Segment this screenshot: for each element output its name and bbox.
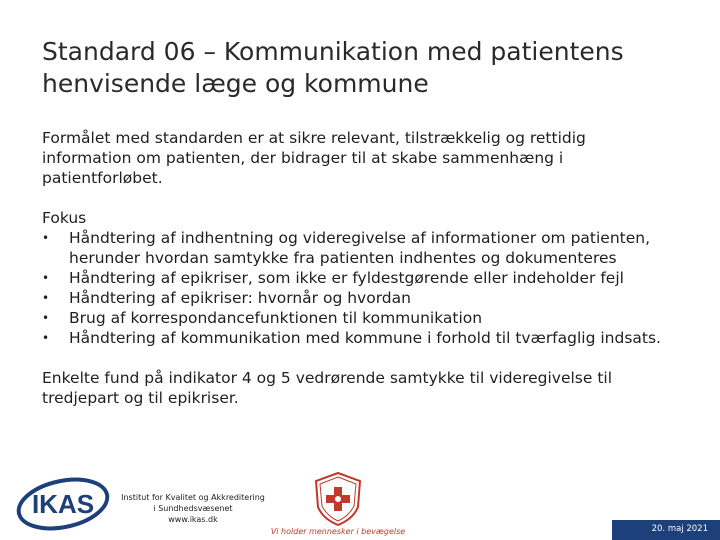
- ikas-line: i Sundhedsvæsenet: [153, 504, 233, 513]
- focus-item-line: Brug af korrespondancefunktionen til kommunikation: [69, 309, 483, 327]
- bullet-icon: •: [42, 271, 50, 285]
- ikas-line: www.ikas.dk: [168, 515, 218, 524]
- ikas-logo-icon: [14, 476, 112, 532]
- slide-footer: [0, 468, 720, 540]
- bullet-icon: •: [42, 311, 50, 325]
- focus-item: [42, 328, 702, 348]
- purpose-line: Formålet med standarden er at sikre relevant, tilstrækkelig og rettidig: [42, 129, 586, 147]
- focus-list: [42, 228, 702, 348]
- date-label: 20. maj 2021: [651, 524, 708, 534]
- ikas-address: [118, 492, 268, 525]
- findings-line: Enkelte fund på indikator 4 og 5 vedrørende samtykke til videregivelse til: [42, 369, 613, 387]
- focus-heading: Fokus: [42, 209, 87, 227]
- slide-title: [42, 36, 682, 100]
- slide-title-line-1: Standard 06 – Kommunikation med patientens: [42, 37, 624, 66]
- bullet-icon: •: [42, 231, 50, 245]
- purpose-line: information om patienten, der bidrager til at skabe sammenhæng i: [42, 149, 564, 167]
- focus-item: [42, 308, 702, 328]
- findings-line: tredjepart og til epikriser.: [42, 389, 239, 407]
- focus-item-line: Håndtering af kommunikation med kommune i forhold til tværfaglig indsats.: [69, 329, 661, 347]
- ikas-logo-text: IKAS: [31, 489, 95, 519]
- hospital-emblem-icon: [313, 471, 363, 527]
- date-bar: [612, 520, 720, 540]
- purpose-paragraph: [42, 128, 702, 188]
- spacer: [42, 348, 702, 368]
- ikas-line: Institut for Kvalitet og Akkreditering: [121, 493, 265, 502]
- purpose-line: patientforløbet.: [42, 169, 163, 187]
- bullet-icon: •: [42, 291, 50, 305]
- focus-item: [42, 228, 702, 268]
- focus-item-line: Håndtering af epikriser, som ikke er fyldestgørende eller indeholder fejl: [69, 269, 624, 287]
- slide-title-line-2: henvisende læge og kommune: [42, 69, 429, 98]
- focus-item-line: Håndtering af indhentning og videregivelse af informationer om patienten,: [69, 229, 651, 247]
- focus-item: [42, 268, 702, 288]
- focus-item-line: herunder hvordan samtykke fra patienten indhentes og dokumenteres: [69, 249, 617, 267]
- slogan-text: Vi holder mennesker i bevægelse: [270, 527, 406, 536]
- focus-item-line: Håndtering af epikriser: hvornår og hvordan: [69, 289, 411, 307]
- bullet-icon: •: [42, 331, 50, 345]
- findings-paragraph: [42, 368, 702, 408]
- slide-body: [42, 128, 702, 408]
- focus-item: [42, 288, 702, 308]
- spacer: [42, 188, 702, 208]
